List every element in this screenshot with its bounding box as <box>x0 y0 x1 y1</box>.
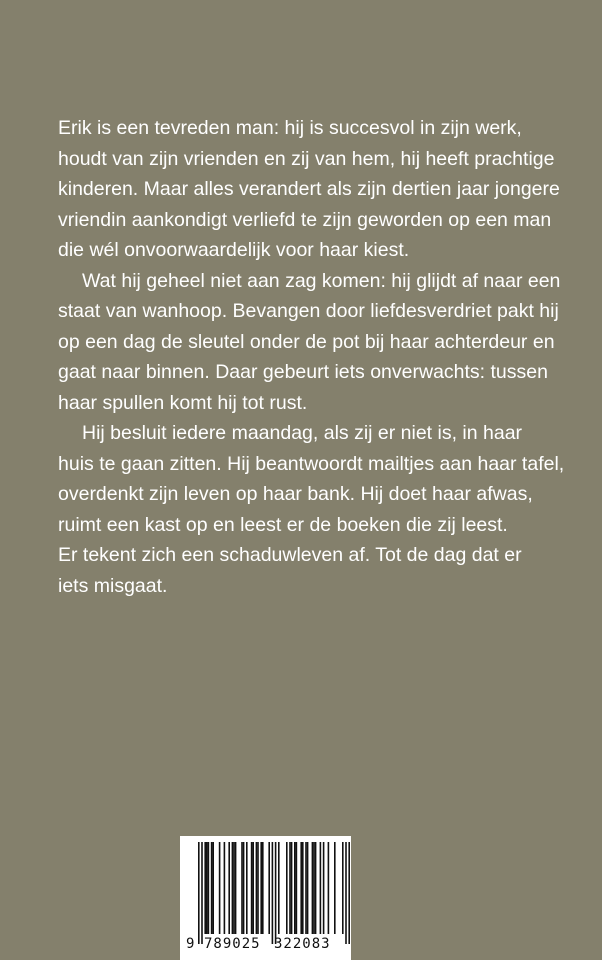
blurb-line: houdt van zijn vrienden en zij van hem, hij heeft prachtige <box>58 147 555 170</box>
barcode-guard-bar <box>272 842 274 944</box>
barcode-bar <box>208 842 210 934</box>
barcode-bar <box>224 842 226 934</box>
barcode-bar <box>257 842 259 934</box>
blurb-line: huis te gaan zitten. Hij beantwoordt mailtjes aan haar tafel, <box>58 452 565 475</box>
barcode-lead-digit: 9 <box>186 936 196 952</box>
barcode-bar <box>323 842 325 934</box>
barcode-bar <box>312 842 314 934</box>
barcode-bar <box>278 842 280 934</box>
blurb-line: haar spullen komt hij tot rust. <box>58 391 308 414</box>
barcode-bar <box>334 842 336 934</box>
barcode-left-digits: 789025 <box>204 936 261 952</box>
barcode-right-digits: 322083 <box>274 936 331 952</box>
barcode-bar <box>252 842 254 934</box>
barcode-bar <box>307 842 309 934</box>
barcode-bar <box>206 842 208 934</box>
barcode-bar <box>211 842 213 934</box>
blurb-line: iets misgaat. <box>58 574 168 597</box>
blurb-line: die wél onvoorwaardelijk voor haar kiest. <box>58 239 410 261</box>
barcode-bar <box>302 842 304 934</box>
barcode-bar <box>233 842 235 934</box>
barcode-bar <box>286 842 288 934</box>
barcode-bar <box>313 842 315 934</box>
barcode-bar <box>328 842 330 934</box>
blurb-line: overdenkt zijn leven op haar bank. Hij doet haar afwas, <box>58 483 533 505</box>
blurb-line: Wat hij geheel niet aan zag komen: hij glijdt af naar een <box>82 269 561 292</box>
barcode-bar <box>300 842 302 934</box>
blurb-line: Hij besluit iedere maandag, als zij er niet is, in haar <box>82 422 523 444</box>
barcode-guard-bar <box>345 842 347 944</box>
blurb-line: kinderen. Maar alles verandert als zijn dertien jaar jongere <box>58 178 560 200</box>
blurb-paragraph-1 <box>58 113 578 266</box>
blurb-line: vriendin aankondigt verliefd te zijn geworden op een man <box>58 208 552 231</box>
barcode-bar <box>235 842 237 934</box>
barcode-bar <box>246 842 248 934</box>
barcode-bar <box>251 842 253 934</box>
blurb-paragraph-3 <box>58 418 578 601</box>
barcode-bar <box>342 842 344 934</box>
barcode-guard-bar <box>198 842 200 944</box>
blurb-line: Erik is een tevreden man: hij is succesvol in zijn werk, <box>58 117 522 139</box>
barcode-guard-bar <box>275 842 277 944</box>
barcode-bar <box>241 842 243 934</box>
barcode-guard-bar <box>348 842 350 944</box>
barcode-bar <box>204 842 206 934</box>
blurb-paragraph-2 <box>58 266 578 419</box>
barcode-bar <box>232 842 234 934</box>
barcode-bar <box>289 842 291 934</box>
barcode-bar <box>268 842 270 934</box>
barcode-bar <box>296 842 298 934</box>
barcode-bar <box>305 842 307 934</box>
barcode-bar <box>260 842 262 934</box>
blurb-line: ruimt een kast op en leest er de boeken die zij leest. <box>58 513 508 536</box>
barcode-bar <box>228 842 230 934</box>
blurb-line: op een dag de sleutel onder de pot bij haar achterdeur en <box>58 330 555 353</box>
barcode-bar <box>212 842 214 934</box>
barcode-bar <box>294 842 296 934</box>
barcode-bar <box>315 842 317 934</box>
barcode-bar <box>262 842 264 934</box>
barcode-bar <box>291 842 293 934</box>
barcode-bar <box>320 842 322 934</box>
blurb-line: staat van wanhoop. Bevangen door liefdesverdriet pakt hij <box>58 300 559 322</box>
barcode-bar <box>256 842 258 934</box>
back-cover-blurb <box>58 113 578 601</box>
isbn-barcode <box>180 836 351 960</box>
blurb-line: gaat naar binnen. Daar gebeurt iets onverwachts: tussen <box>58 361 548 383</box>
blurb-line: Er tekent zich een schaduwleven af. Tot de dag dat er <box>58 544 522 566</box>
barcode-bar <box>219 842 221 934</box>
barcode-guard-bar <box>201 842 203 944</box>
barcode-bar <box>243 842 245 934</box>
